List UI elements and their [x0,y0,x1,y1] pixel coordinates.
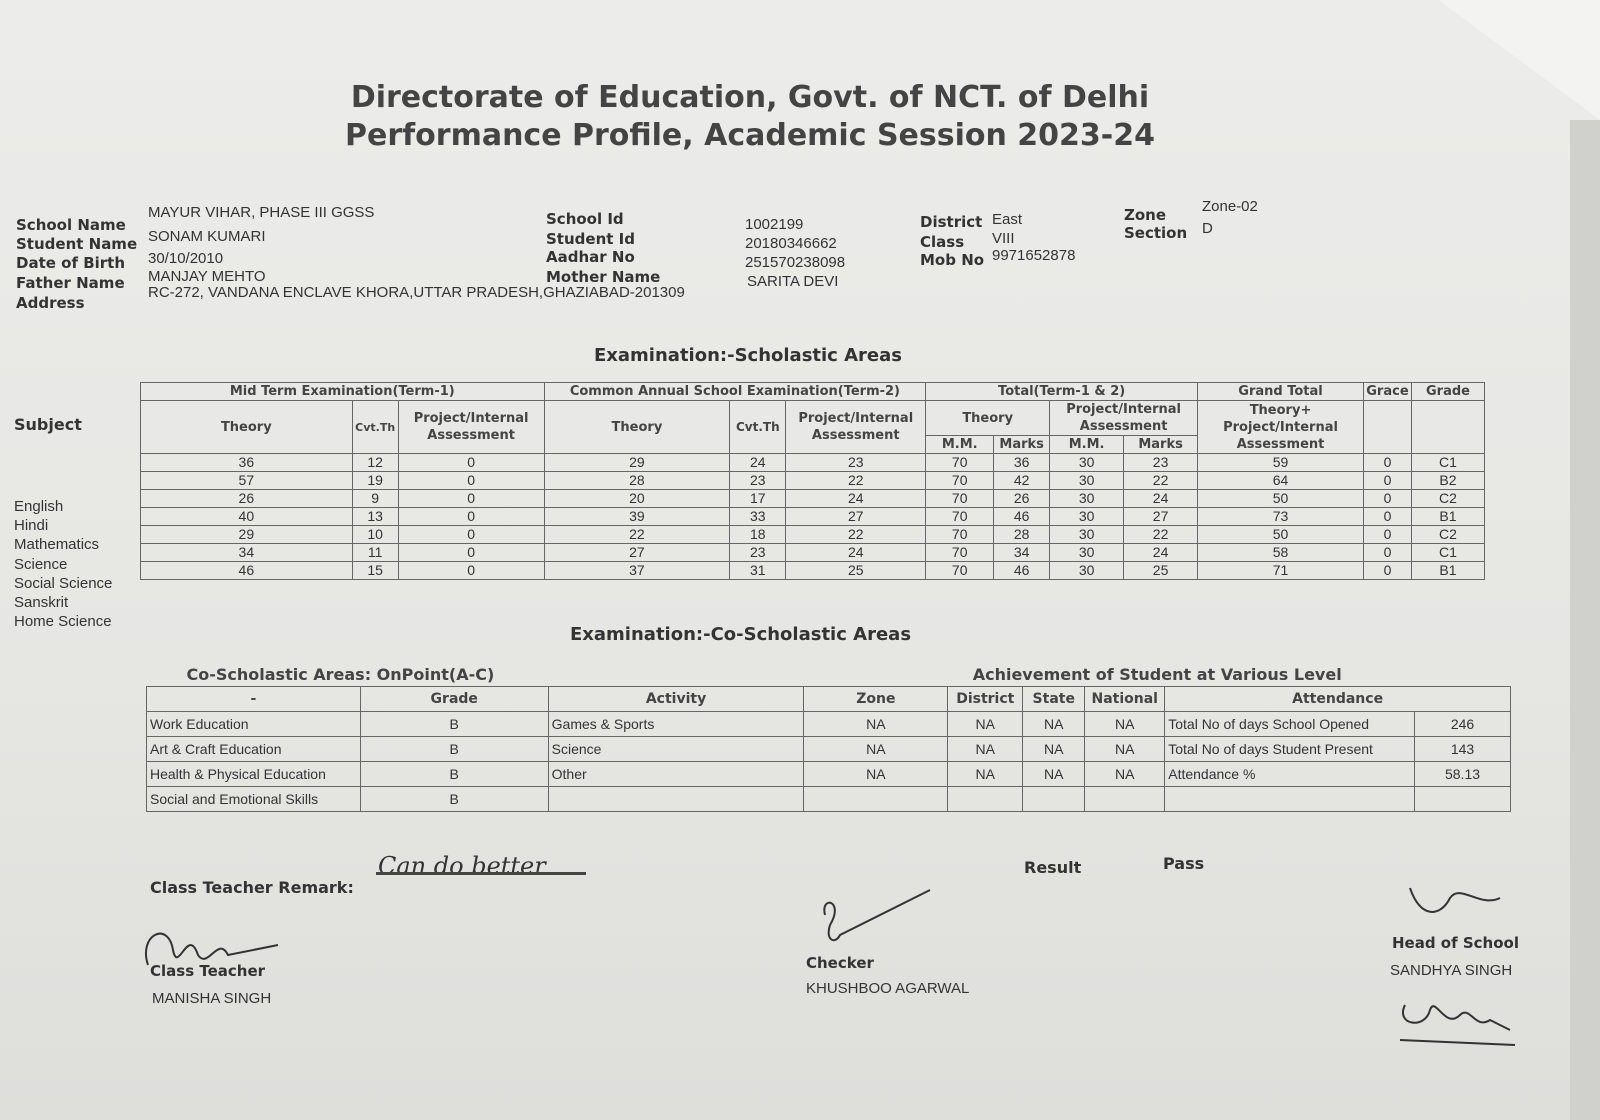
head-initial-signature [1400,878,1520,928]
school-id-label: School Id [546,210,624,228]
grand-total-cell: 58 [1198,544,1364,562]
activity-zone-cell: NA [804,712,948,737]
zone-col-header: Zone [804,687,948,712]
term2-theory-cell: 27 [544,544,730,562]
table-row [147,762,1511,787]
student-name-label: Student Name [16,235,138,253]
area-name-cell: Work Education [147,712,361,737]
total-project-mm-cell: 30 [1050,562,1124,580]
subject-name: Hindi [14,517,49,534]
activity-name-cell [548,787,804,812]
term2-project-header: Project/Internal Assessment [786,401,926,454]
grand-total-sub-header: Theory+ Project/Internal Assessment [1198,401,1364,454]
term2-theory-cell: 37 [544,562,730,580]
table-row [141,562,1485,580]
subject-name: Sanskrit [14,594,69,611]
activity-national-cell: NA [1085,762,1165,787]
attendance-label-cell: Total No of days School Opened [1165,712,1415,737]
term2-cvt-cell: 23 [730,544,786,562]
table-row [141,454,1485,472]
activity-zone-cell: NA [804,762,948,787]
attendance-value-cell: 58.13 [1415,762,1511,787]
district-value: East [992,211,1023,228]
grade-cell: B1 [1411,508,1484,526]
coscholastic-table [146,662,1511,812]
mob-value: 9971652878 [992,247,1076,264]
total-theory-marks-cell: 46 [994,508,1050,526]
state-col-header: State [1023,687,1085,712]
term2-theory-header: Theory [544,401,730,454]
total-theory-marks-cell: 46 [994,562,1050,580]
grade-cell: C2 [1411,526,1484,544]
grand-total-cell: 71 [1198,562,1364,580]
scholastic-table [140,382,1485,580]
total-theory-marks-cell: 34 [994,544,1050,562]
term2-theory-cell: 29 [544,454,730,472]
grade-cell: C1 [1411,544,1484,562]
term1-project-cell: 0 [398,454,544,472]
attendance-value-cell [1415,787,1511,812]
table-row [147,712,1511,737]
term2-cvt-header: Cvt.Th [730,401,786,454]
subject-name: Mathematics [14,536,100,553]
activity-state-cell: NA [1023,762,1085,787]
achievement-title: Achievement of Student at Various Level [804,662,1511,687]
term1-project-cell: 0 [398,526,544,544]
coscholastic-rows [147,712,1511,812]
total-project-marks-cell: 22 [1124,526,1198,544]
dob-label: Date of Birth [16,254,126,272]
table-row [141,544,1485,562]
grade-header: Grade [1411,383,1484,401]
address-value: RC-272, VANDANA ENCLAVE KHORA,UTTAR PRADESH,GHAZIABAD-201309 [148,284,685,301]
term1-project-cell: 0 [398,490,544,508]
term2-project-cell: 22 [786,526,926,544]
grace-cell: 0 [1363,490,1411,508]
total-project-marks-cell: 25 [1124,562,1198,580]
total-theory-mm-cell: 70 [926,490,994,508]
activity-zone-cell [804,787,948,812]
grade-cell: C1 [1411,454,1484,472]
total-project-header: Project/Internal Assessment [1050,401,1198,436]
total-project-marks-cell: 24 [1124,544,1198,562]
total-theory-mm-cell: 70 [926,526,994,544]
remark-label: Class Teacher Remark: [150,878,354,897]
school-name-value: MAYUR VIHAR, PHASE III GGSS [148,204,375,221]
activity-name-cell: Science [548,737,804,762]
term1-project-cell: 0 [398,544,544,562]
term2-project-cell: 23 [786,454,926,472]
term2-theory-cell: 20 [544,490,730,508]
grace-cell: 0 [1363,562,1411,580]
table-row [141,526,1485,544]
mother-name-value: SARITA DEVI [747,273,839,290]
term2-cvt-cell: 23 [730,472,786,490]
area-name-cell: Art & Craft Education [147,737,361,762]
coscholastic-left-title: Co-Scholastic Areas: OnPoint(A-C) [147,662,804,687]
attendance-label-cell [1165,787,1415,812]
class-label: Class [920,233,965,251]
grand-total-cell: 50 [1198,526,1364,544]
header-title: Directorate of Education, Govt. of NCT. of Delhi [350,80,1150,115]
district-label: District [920,213,983,231]
attendance-label-cell: Attendance % [1165,762,1415,787]
term1-project-cell: 0 [398,508,544,526]
grace-cell: 0 [1363,454,1411,472]
national-col-header: National [1085,687,1165,712]
class-teacher-name: MANISHA SINGH [152,990,272,1007]
total-theory-marks-cell: 28 [994,526,1050,544]
mob-label: Mob No [920,251,985,269]
activity-state-cell: NA [1023,737,1085,762]
table-row [141,490,1485,508]
father-name-label: Father Name [16,274,125,292]
term1-project-cell: 0 [398,562,544,580]
term2-project-cell: 27 [786,508,926,526]
area-dash: - [147,687,361,712]
term1-project-cell: 0 [398,472,544,490]
total-project-marks-cell: 22 [1124,472,1198,490]
term1-cvt-cell: 15 [352,562,398,580]
term2-project-cell: 24 [786,490,926,508]
grand-total-header: Grand Total [1198,383,1364,401]
activity-national-cell: NA [1085,737,1165,762]
total-project-mm-cell: 30 [1050,508,1124,526]
term2-cvt-cell: 24 [730,454,786,472]
term1-theory-cell: 57 [141,472,353,490]
term1-theory-header: Theory [141,401,353,454]
total-theory-mm-cell: 70 [926,562,994,580]
grace-header: Grace [1363,383,1411,401]
term1-theory-cell: 29 [141,526,353,544]
dob-value: 30/10/2010 [148,250,224,267]
grade-cell: B2 [1411,472,1484,490]
class-value: VIII [992,230,1015,247]
subject-name: Social Science [14,575,113,592]
subject-name: Home Science [14,613,112,630]
term2-theory-cell: 39 [544,508,730,526]
activity-district-cell [948,787,1023,812]
term1-theory-cell: 40 [141,508,353,526]
grade-cell: C2 [1411,490,1484,508]
activity-name-cell: Other [548,762,804,787]
subject-label: Subject [14,415,82,434]
grade-col-header: Grade [360,687,548,712]
grace-cell: 0 [1363,508,1411,526]
area-name-cell: Social and Emotional Skills [147,787,361,812]
total-header: Total(Term-1 & 2) [926,383,1198,401]
table-row [147,737,1511,762]
result-label: Result [1024,858,1082,877]
activity-district-cell: NA [948,762,1023,787]
activity-national-cell [1085,787,1165,812]
grace-cell: 0 [1363,472,1411,490]
grand-total-cell: 64 [1198,472,1364,490]
grand-total-cell: 59 [1198,454,1364,472]
total-theory-header: Theory [926,401,1050,436]
activity-name-cell: Games & Sports [548,712,804,737]
head-name: SANDHYA SINGH [1390,962,1513,979]
total-project-mm-header: M.M. [1050,436,1124,454]
total-theory-mm-cell: 70 [926,472,994,490]
paper-edge-shadow [1570,120,1600,1120]
section-label: Section [1124,224,1188,242]
total-theory-mm-header: M.M. [926,436,994,454]
district-col-header: District [948,687,1023,712]
activity-zone-cell: NA [804,737,948,762]
class-teacher-label: Class Teacher [150,962,266,980]
checker-label: Checker [806,954,874,972]
total-theory-marks-header: Marks [994,436,1050,454]
father-name-value: MANJAY MEHTO [148,268,266,285]
aadhar-value: 251570238098 [745,254,846,271]
activity-district-cell: NA [948,737,1023,762]
scholastic-title: Examination:-Scholastic Areas [594,345,902,366]
term1-theory-cell: 46 [141,562,353,580]
head-label: Head of School [1392,934,1519,952]
activity-state-cell [1023,787,1085,812]
student-id-label: Student Id [546,230,635,248]
aadhar-label: Aadhar No [546,248,635,266]
remark-handwritten: Can do better [378,852,546,880]
term2-theory-cell: 28 [544,472,730,490]
total-project-mm-cell: 30 [1050,472,1124,490]
school-name-label: School Name [16,216,126,234]
result-value: Pass [1163,854,1205,873]
term2-cvt-cell: 31 [730,562,786,580]
table-row [141,508,1485,526]
table-row [147,787,1511,812]
total-theory-marks-cell: 26 [994,490,1050,508]
area-grade-cell: B [360,712,548,737]
grace-cell: 0 [1363,544,1411,562]
folded-paper-corner [1410,0,1600,120]
grand-total-cell: 73 [1198,508,1364,526]
term2-header: Common Annual School Examination(Term-2) [544,383,926,401]
section-value: D [1202,220,1213,237]
header-subtitle: Performance Profile, Academic Session 2023-24 [344,118,1155,153]
activity-national-cell: NA [1085,712,1165,737]
grade-cell: B1 [1411,562,1484,580]
total-project-marks-cell: 24 [1124,490,1198,508]
grand-total-cell: 50 [1198,490,1364,508]
address-label: Address [16,294,85,312]
total-project-mm-cell: 30 [1050,544,1124,562]
term1-cvt-cell: 13 [352,508,398,526]
total-project-mm-cell: 30 [1050,526,1124,544]
term2-project-cell: 24 [786,544,926,562]
area-grade-cell: B [360,787,548,812]
term1-cvt-cell: 11 [352,544,398,562]
zone-label: Zone [1124,206,1167,224]
term2-theory-cell: 22 [544,526,730,544]
activity-col-header: Activity [548,687,804,712]
term1-project-header: Project/Internal Assessment [398,401,544,454]
subject-name: Science [14,556,68,573]
attendance-value-cell: 143 [1415,737,1511,762]
activity-state-cell: NA [1023,712,1085,737]
total-theory-mm-cell: 70 [926,544,994,562]
term1-cvt-cell: 19 [352,472,398,490]
total-theory-mm-cell: 70 [926,454,994,472]
checker-name: KHUSHBOO AGARWAL [806,980,970,997]
student-name-value: SONAM KUMARI [148,228,266,245]
term1-cvt-header: Cvt.Th [352,401,398,454]
grace-blank [1363,401,1411,454]
remark-strikeout [376,872,586,875]
total-theory-marks-cell: 36 [994,454,1050,472]
term1-cvt-cell: 9 [352,490,398,508]
term2-project-cell: 22 [786,472,926,490]
total-project-marks-cell: 27 [1124,508,1198,526]
total-theory-mm-cell: 70 [926,508,994,526]
term1-cvt-cell: 12 [352,454,398,472]
term2-cvt-cell: 18 [730,526,786,544]
grade-blank [1411,401,1484,454]
checker-signature [805,885,945,965]
mother-name-label: Mother Name [546,268,661,286]
table-row [141,472,1485,490]
term1-theory-cell: 36 [141,454,353,472]
coscholastic-title: Examination:-Co-Scholastic Areas [570,624,912,645]
attendance-label-cell: Total No of days Student Present [1165,737,1415,762]
total-project-marks-cell: 23 [1124,454,1198,472]
subject-name: English [14,498,64,515]
area-name-cell: Health & Physical Education [147,762,361,787]
attendance-header: Attendance [1165,687,1511,712]
total-theory-marks-cell: 42 [994,472,1050,490]
term1-theory-cell: 26 [141,490,353,508]
area-grade-cell: B [360,737,548,762]
school-id-value: 1002199 [745,216,804,233]
head-signature [1390,985,1530,1055]
scholastic-rows [141,454,1485,580]
total-project-marks-header: Marks [1124,436,1198,454]
term2-project-cell: 25 [786,562,926,580]
zone-value: Zone-02 [1202,198,1258,215]
term1-theory-cell: 34 [141,544,353,562]
student-id-value: 20180346662 [745,235,837,252]
term2-cvt-cell: 17 [730,490,786,508]
term1-cvt-cell: 10 [352,526,398,544]
term2-cvt-cell: 33 [730,508,786,526]
attendance-value-cell: 246 [1415,712,1511,737]
term1-header: Mid Term Examination(Term-1) [141,383,545,401]
activity-district-cell: NA [948,712,1023,737]
total-project-mm-cell: 30 [1050,490,1124,508]
area-grade-cell: B [360,762,548,787]
grace-cell: 0 [1363,526,1411,544]
total-project-mm-cell: 30 [1050,454,1124,472]
